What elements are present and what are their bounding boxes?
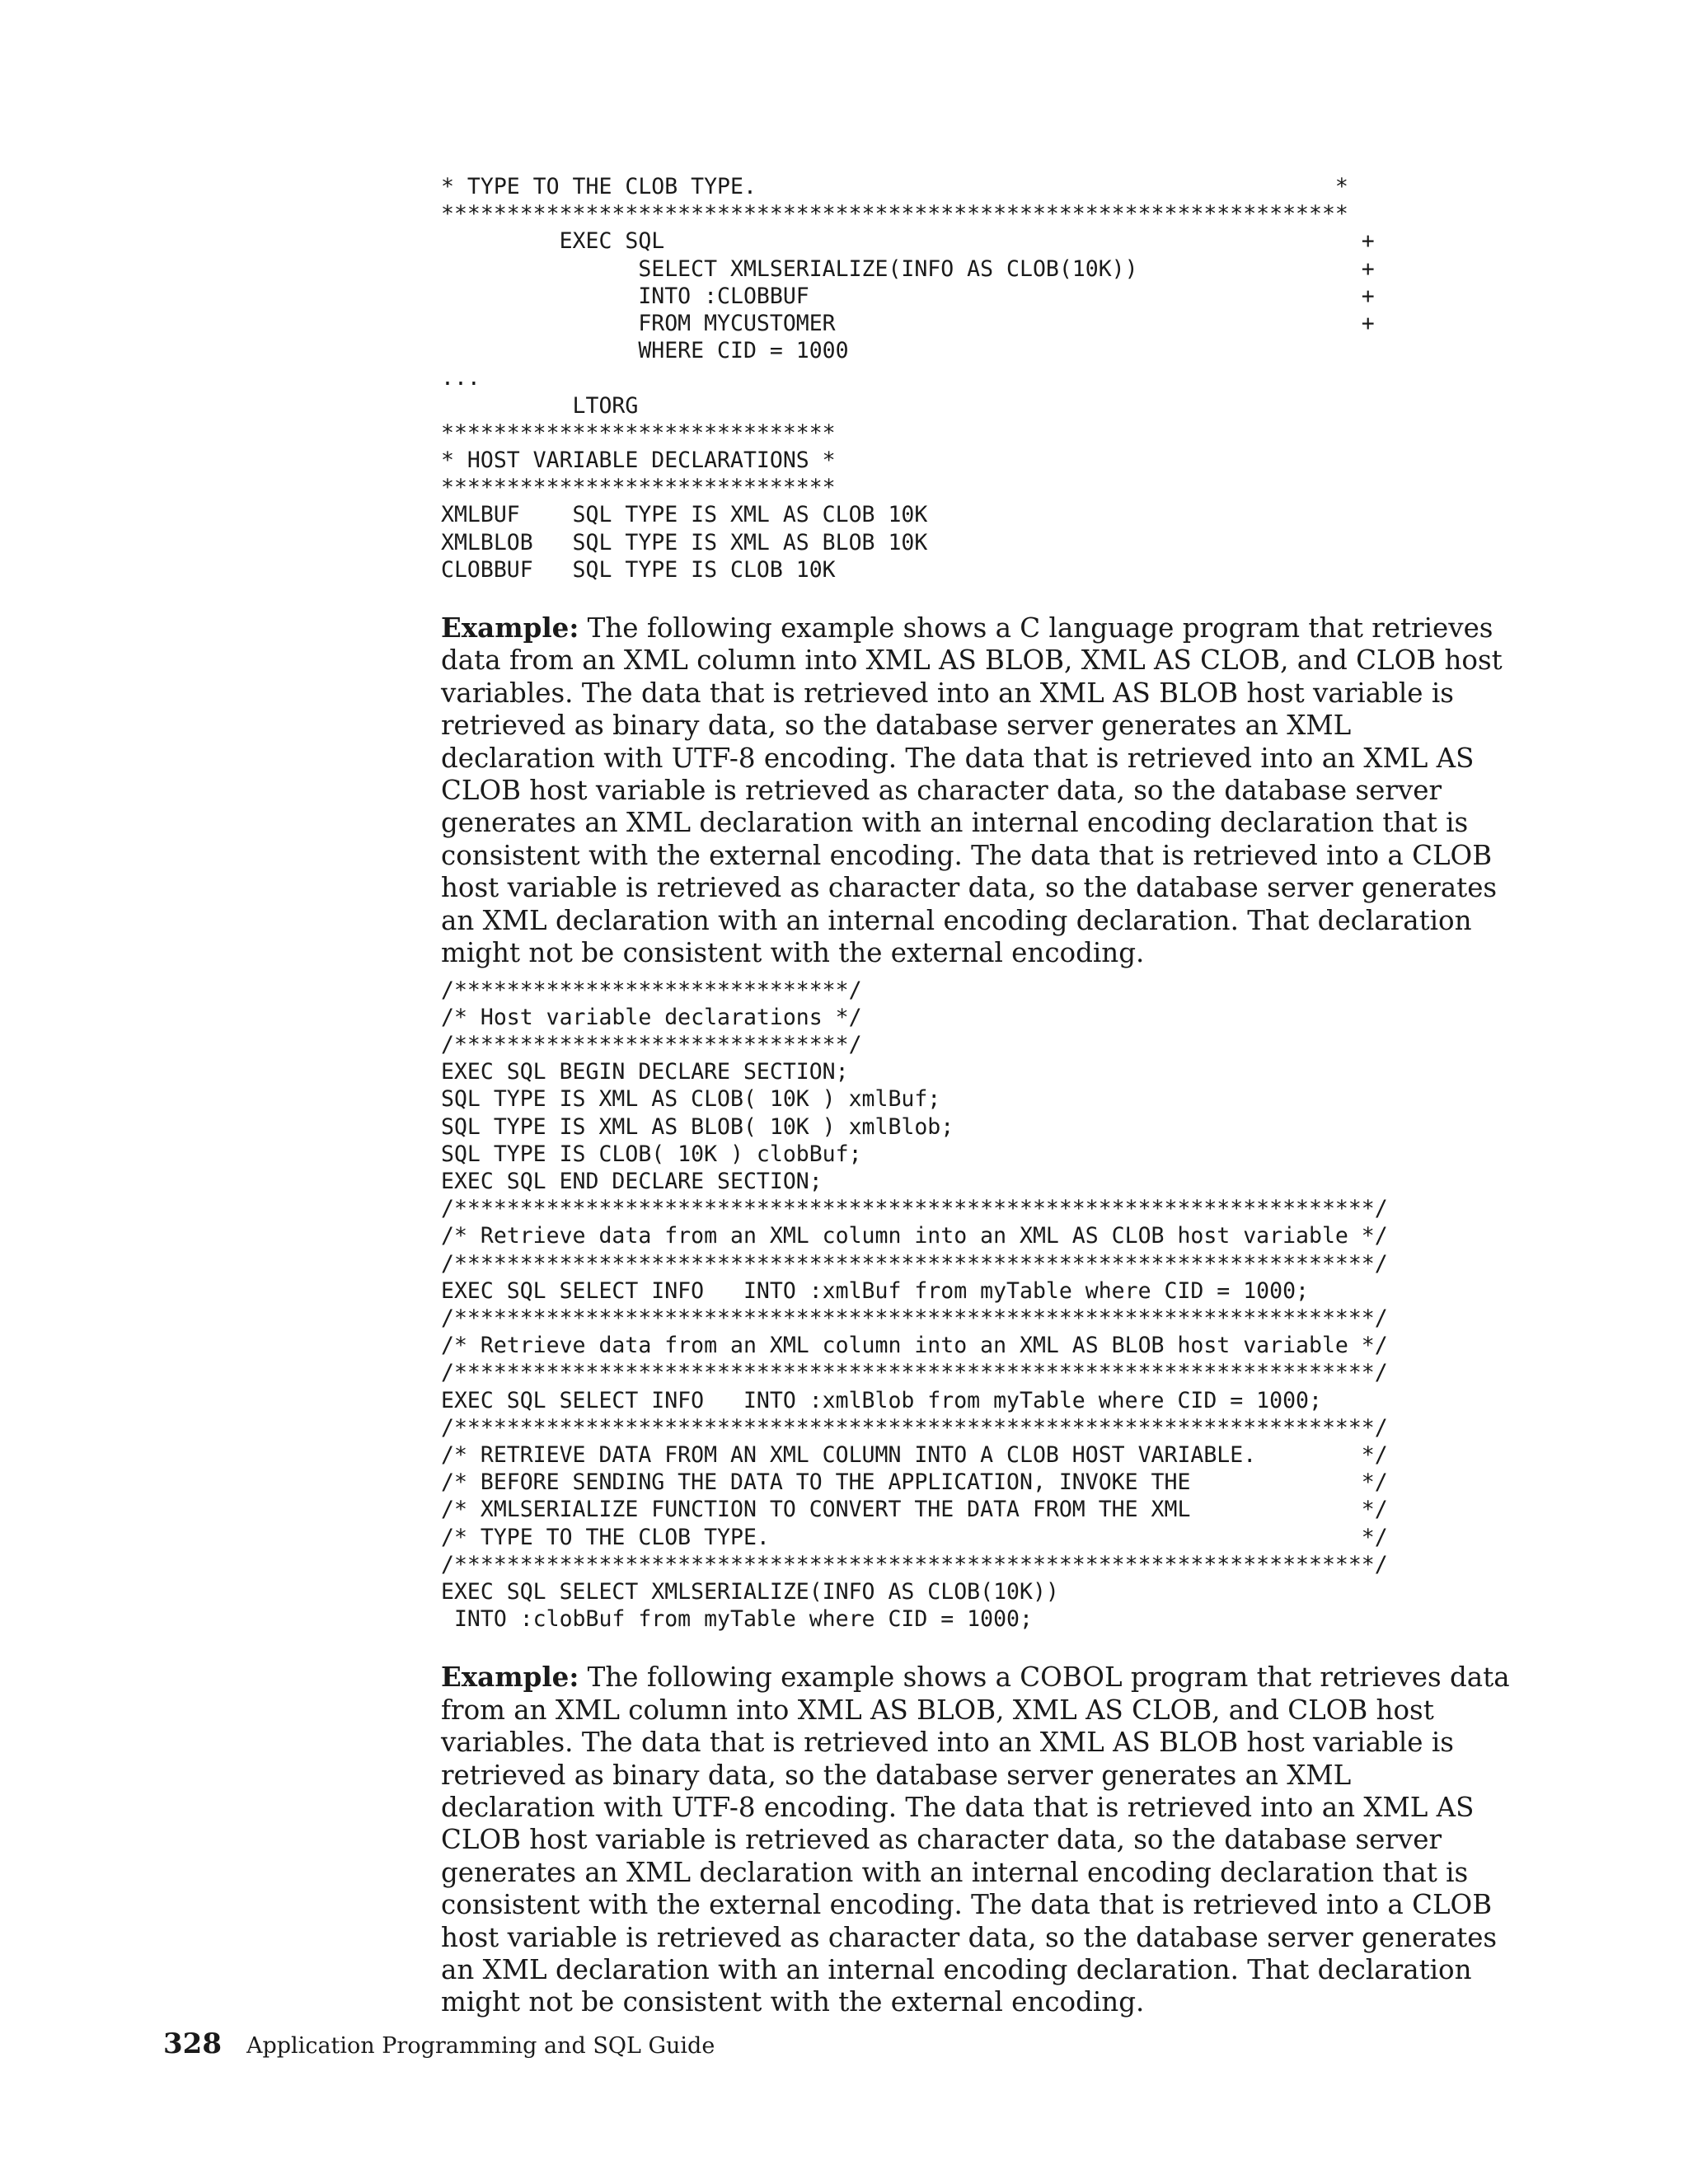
example-paragraph-c <box>441 612 1512 969</box>
page-footer <box>163 2027 715 2060</box>
example-paragraph-cobol <box>441 1661 1512 2018</box>
example-text: The following example shows a C language program that retrieves data from an XML column into XML AS BLOB, XML AS CLOB, and CLOB host variables. The data that is retrieved into an XML AS BLOB host variable is retrieved as binary data, so the database server generates an XML declaration with UTF-8 encoding. The data that is retrieved into an XML AS CLOB host variable is retrieved as character data, so the database server generates an XML declaration with an internal encoding declaration that is consistent with the external encoding. The data that is retrieved into a CLOB host variable is retrieved as character data, so the database server generates an XML declaration with an internal encoding declaration. That declaration might not be consistent with the external encoding. <box>441 612 1503 969</box>
code-block-c: /******************************/ /* Host variable declarations */ /******************************/ EXEC SQL BEGIN DECLARE SECTION; SQL TYPE IS XML AS CLOB( 10K ) xmlBuf; SQL TYPE IS XML AS BLOB( 10K ) xmlBlob; SQL TYPE IS CLOB( 10K ) clobBuf; EXEC SQL END DECLARE SECTION; /**********************************************************************/ /* Retrieve data from an XML column into an XML AS CLOB host variable */ /**********************************************************************/ EXEC SQL SELECT INFO INTO :xmlBuf from myTable where CID = 1000; /**********************************************************************/ /* Retrieve data from an XML column into an XML AS BLOB host variable */ /**********************************************************************/ EXEC SQL SELECT INFO INTO :xmlBlob from myTable where CID = 1000; /**********************************************************************/ /* RETRIEVE DATA FROM AN XML COLUMN INTO A CLOB HOST VARIABLE. */ /* BEFORE SENDING THE DATA TO THE APPLICATION, INVOKE THE */ /* XMLSERIALIZE FUNCTION TO CONVERT THE DATA FROM THE XML */ /* TYPE TO THE CLOB TYPE. */ /**********************************************************************/ EXEC SQL SELECT XMLSERIALIZE(INFO AS CLOB(10K)) INTO :clobBuf from myTable where CID = 1000; <box>441 977 1388 1633</box>
page-number: 328 <box>163 2027 222 2060</box>
code-block-assembler: * TYPE TO THE CLOB TYPE. * ********************************************************************* EXEC SQL + SELECT XMLSERIALIZE(INFO AS CLOB(10K)) + INTO :CLOBBUF + FROM MYCUSTOMER + WHERE CID = 1000 ... LTORG ****************************** * HOST VARIABLE DECLARATIONS * ****************************** XMLBUF SQL TYPE IS XML AS CLOB 10K XMLBLOB SQL TYPE IS XML AS BLOB 10K CLOBBUF SQL TYPE IS CLOB 10K <box>441 174 1375 583</box>
example-label: Example: <box>441 612 579 644</box>
example-text: The following example shows a COBOL program that retrieves data from an XML column into XML AS BLOB, XML AS CLOB, and CLOB host variables. The data that is retrieved into an XML AS BLOB host variable is retrieved as binary data, so the database server generates an XML declaration with UTF-8 encoding. The data that is retrieved into an XML AS CLOB host variable is retrieved as character data, so the database server generates an XML declaration with an internal encoding declaration that is consistent with the external encoding. The data that is retrieved into a CLOB host variable is retrieved as character data, so the database server generates an XML declaration with an internal encoding declaration. That declaration might not be consistent with the external encoding. <box>441 1661 1510 2018</box>
example-label: Example: <box>441 1661 579 1694</box>
book-title: Application Programming and SQL Guide <box>246 2033 715 2059</box>
page-content <box>441 173 1512 2019</box>
